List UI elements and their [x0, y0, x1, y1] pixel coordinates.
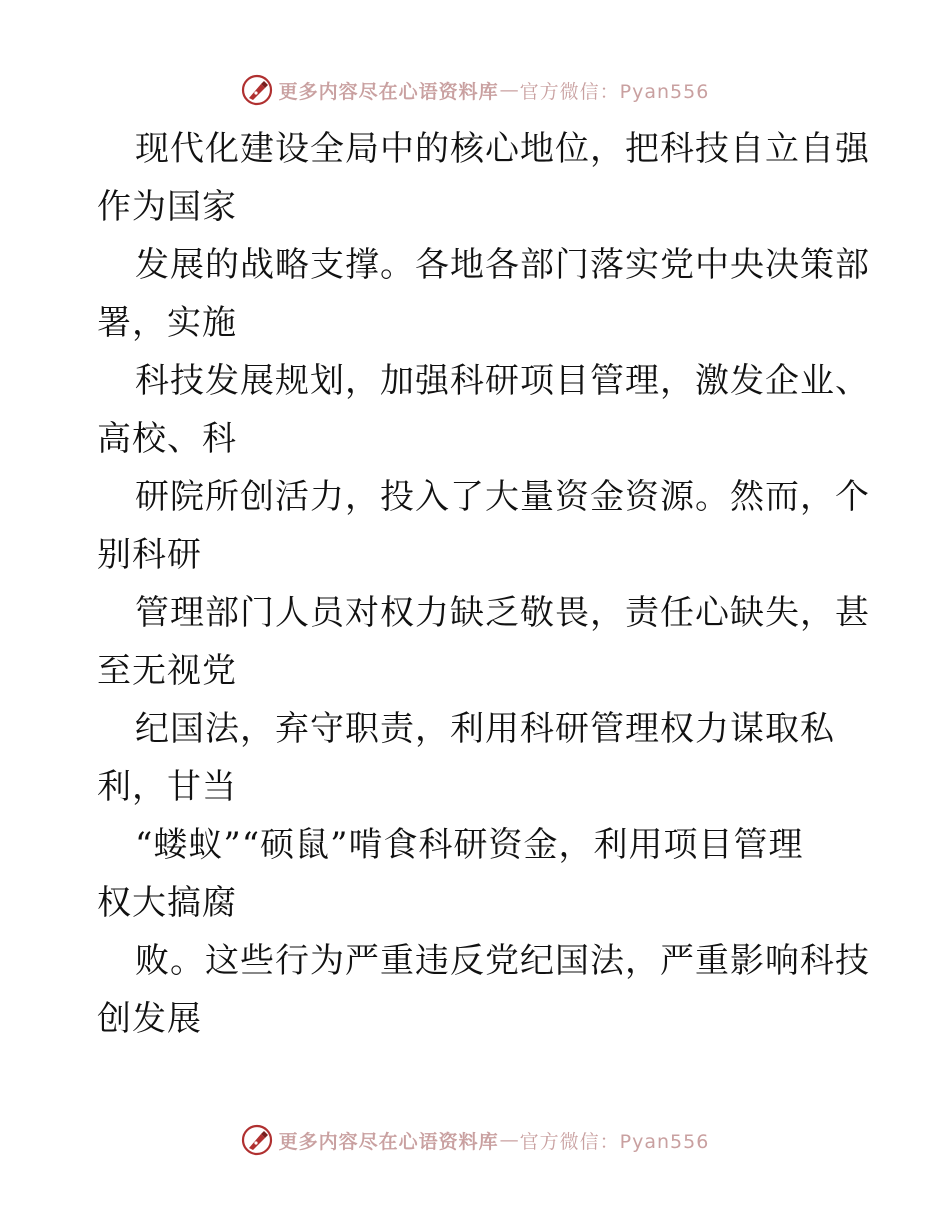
text-line: 研院所创活力，投入了大量资金资源。然而，个	[135, 477, 870, 517]
banner-contact: 官方微信：Pyan556	[519, 1130, 710, 1153]
text-line: 权大搞腐	[97, 883, 237, 923]
text-line: 作为国家	[97, 187, 237, 227]
text-line: 别科研	[97, 535, 202, 575]
banner-title: 更多内容尽在心语资料库	[278, 80, 499, 103]
banner-separator: —	[499, 1129, 519, 1151]
banner-separator: —	[499, 79, 519, 101]
text-line: 现代化建设全局中的核心地位，把科技自立自强	[135, 129, 870, 169]
text-line: 科技发展规划，加强科研项目管理，激发企业、	[135, 361, 870, 401]
pen-nib-logo-icon	[241, 74, 273, 106]
banner-title: 更多内容尽在心语资料库	[278, 1130, 499, 1153]
document-body	[97, 120, 870, 1048]
text-line: 至无视党	[97, 651, 237, 691]
text-line: 创发展	[97, 999, 202, 1039]
text-line: 署，实施	[97, 303, 237, 343]
footer-banner	[0, 1120, 950, 1160]
text-line: “蝼蚁”“硕鼠”啃食科研资金，利用项目管理	[135, 825, 804, 865]
text-line: 纪国法，弃守职责，利用科研管理权力谋取私	[135, 709, 835, 749]
header-banner	[0, 70, 950, 110]
text-line: 发展的战略支撑。各地各部门落实党中央决策部	[135, 245, 870, 285]
text-line: 管理部门人员对权力缺乏敬畏，责任心缺失，甚	[135, 593, 870, 633]
pen-nib-logo-icon	[241, 1124, 273, 1156]
text-line: 利，甘当	[97, 767, 237, 807]
banner-contact: 官方微信：Pyan556	[519, 80, 710, 103]
text-line: 败。这些行为严重违反党纪国法，严重影响科技	[135, 941, 870, 981]
text-line: 高校、科	[97, 419, 237, 459]
